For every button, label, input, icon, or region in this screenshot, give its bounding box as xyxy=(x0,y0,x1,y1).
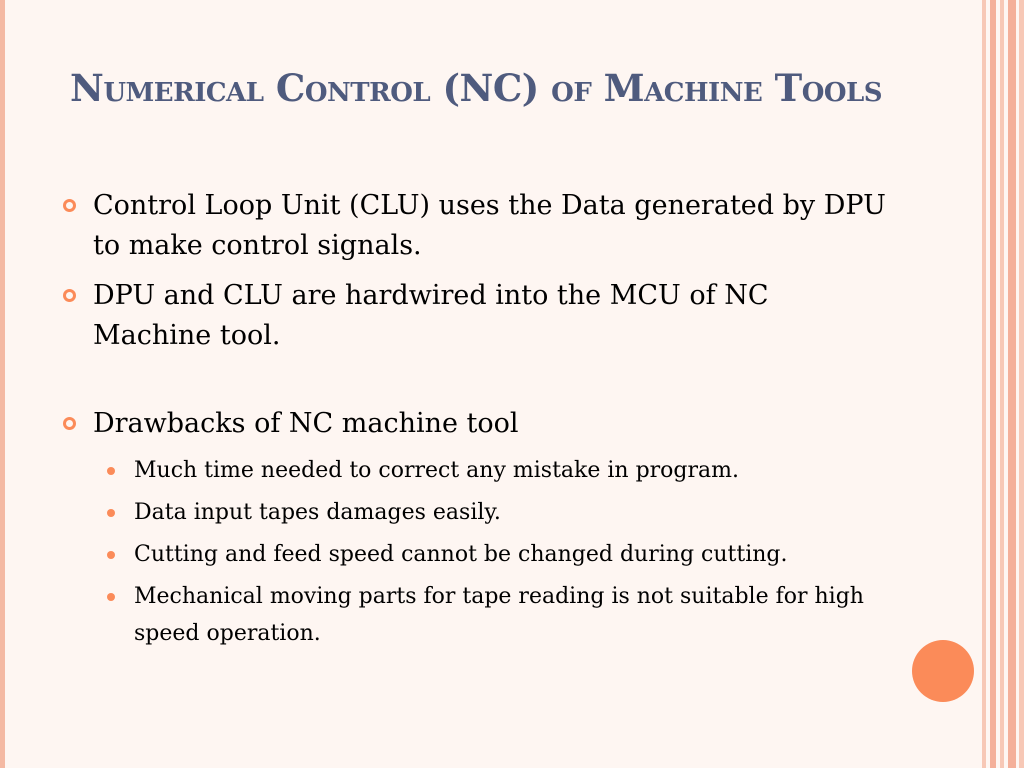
bullet-item-hardwired xyxy=(62,276,892,356)
right-frame-stripe-4 xyxy=(1008,0,1016,768)
right-frame-stripe-2 xyxy=(990,0,996,768)
slide-content xyxy=(62,186,892,657)
dot-bullet-icon xyxy=(107,509,115,517)
left-frame-stripe xyxy=(0,0,5,768)
bullet-item-clu xyxy=(62,186,892,266)
right-frame-stripe-5 xyxy=(1019,0,1024,768)
sub-bullet-text: Mechanical moving parts for tape reading is not suitable for high speed operation. xyxy=(134,584,864,646)
sub-bullet-text: Cutting and feed speed cannot be changed during cutting. xyxy=(134,542,788,567)
dot-bullet-icon xyxy=(107,467,115,475)
bullet-item-drawbacks xyxy=(62,404,892,444)
sub-bullet-item xyxy=(106,494,892,531)
drawbacks-sub-list xyxy=(62,452,892,652)
sub-bullet-item xyxy=(106,536,892,573)
right-frame-stripe-3 xyxy=(1000,0,1004,768)
bullet-text: DPU and CLU are hardwired into the MCU of NC Machine tool. xyxy=(93,280,769,351)
sub-bullet-item xyxy=(106,578,892,652)
ring-bullet-icon xyxy=(62,198,77,213)
ring-bullet-icon xyxy=(62,288,77,303)
sub-bullet-text: Much time needed to correct any mistake in program. xyxy=(134,458,739,483)
slide-title: Numerical Control (NC) of Machine Tools xyxy=(70,66,883,110)
ring-bullet-icon xyxy=(62,416,77,431)
right-frame-stripe-1 xyxy=(982,0,986,768)
dot-bullet-icon xyxy=(107,593,115,601)
dot-bullet-icon xyxy=(107,551,115,559)
bullet-text: Control Loop Unit (CLU) uses the Data generated by DPU to make control signals. xyxy=(93,190,886,261)
sub-bullet-text: Data input tapes damages easily. xyxy=(134,500,501,525)
sub-bullet-item xyxy=(106,452,892,489)
bullet-text: Drawbacks of NC machine tool xyxy=(93,408,519,439)
orange-circle-decoration xyxy=(912,640,974,702)
